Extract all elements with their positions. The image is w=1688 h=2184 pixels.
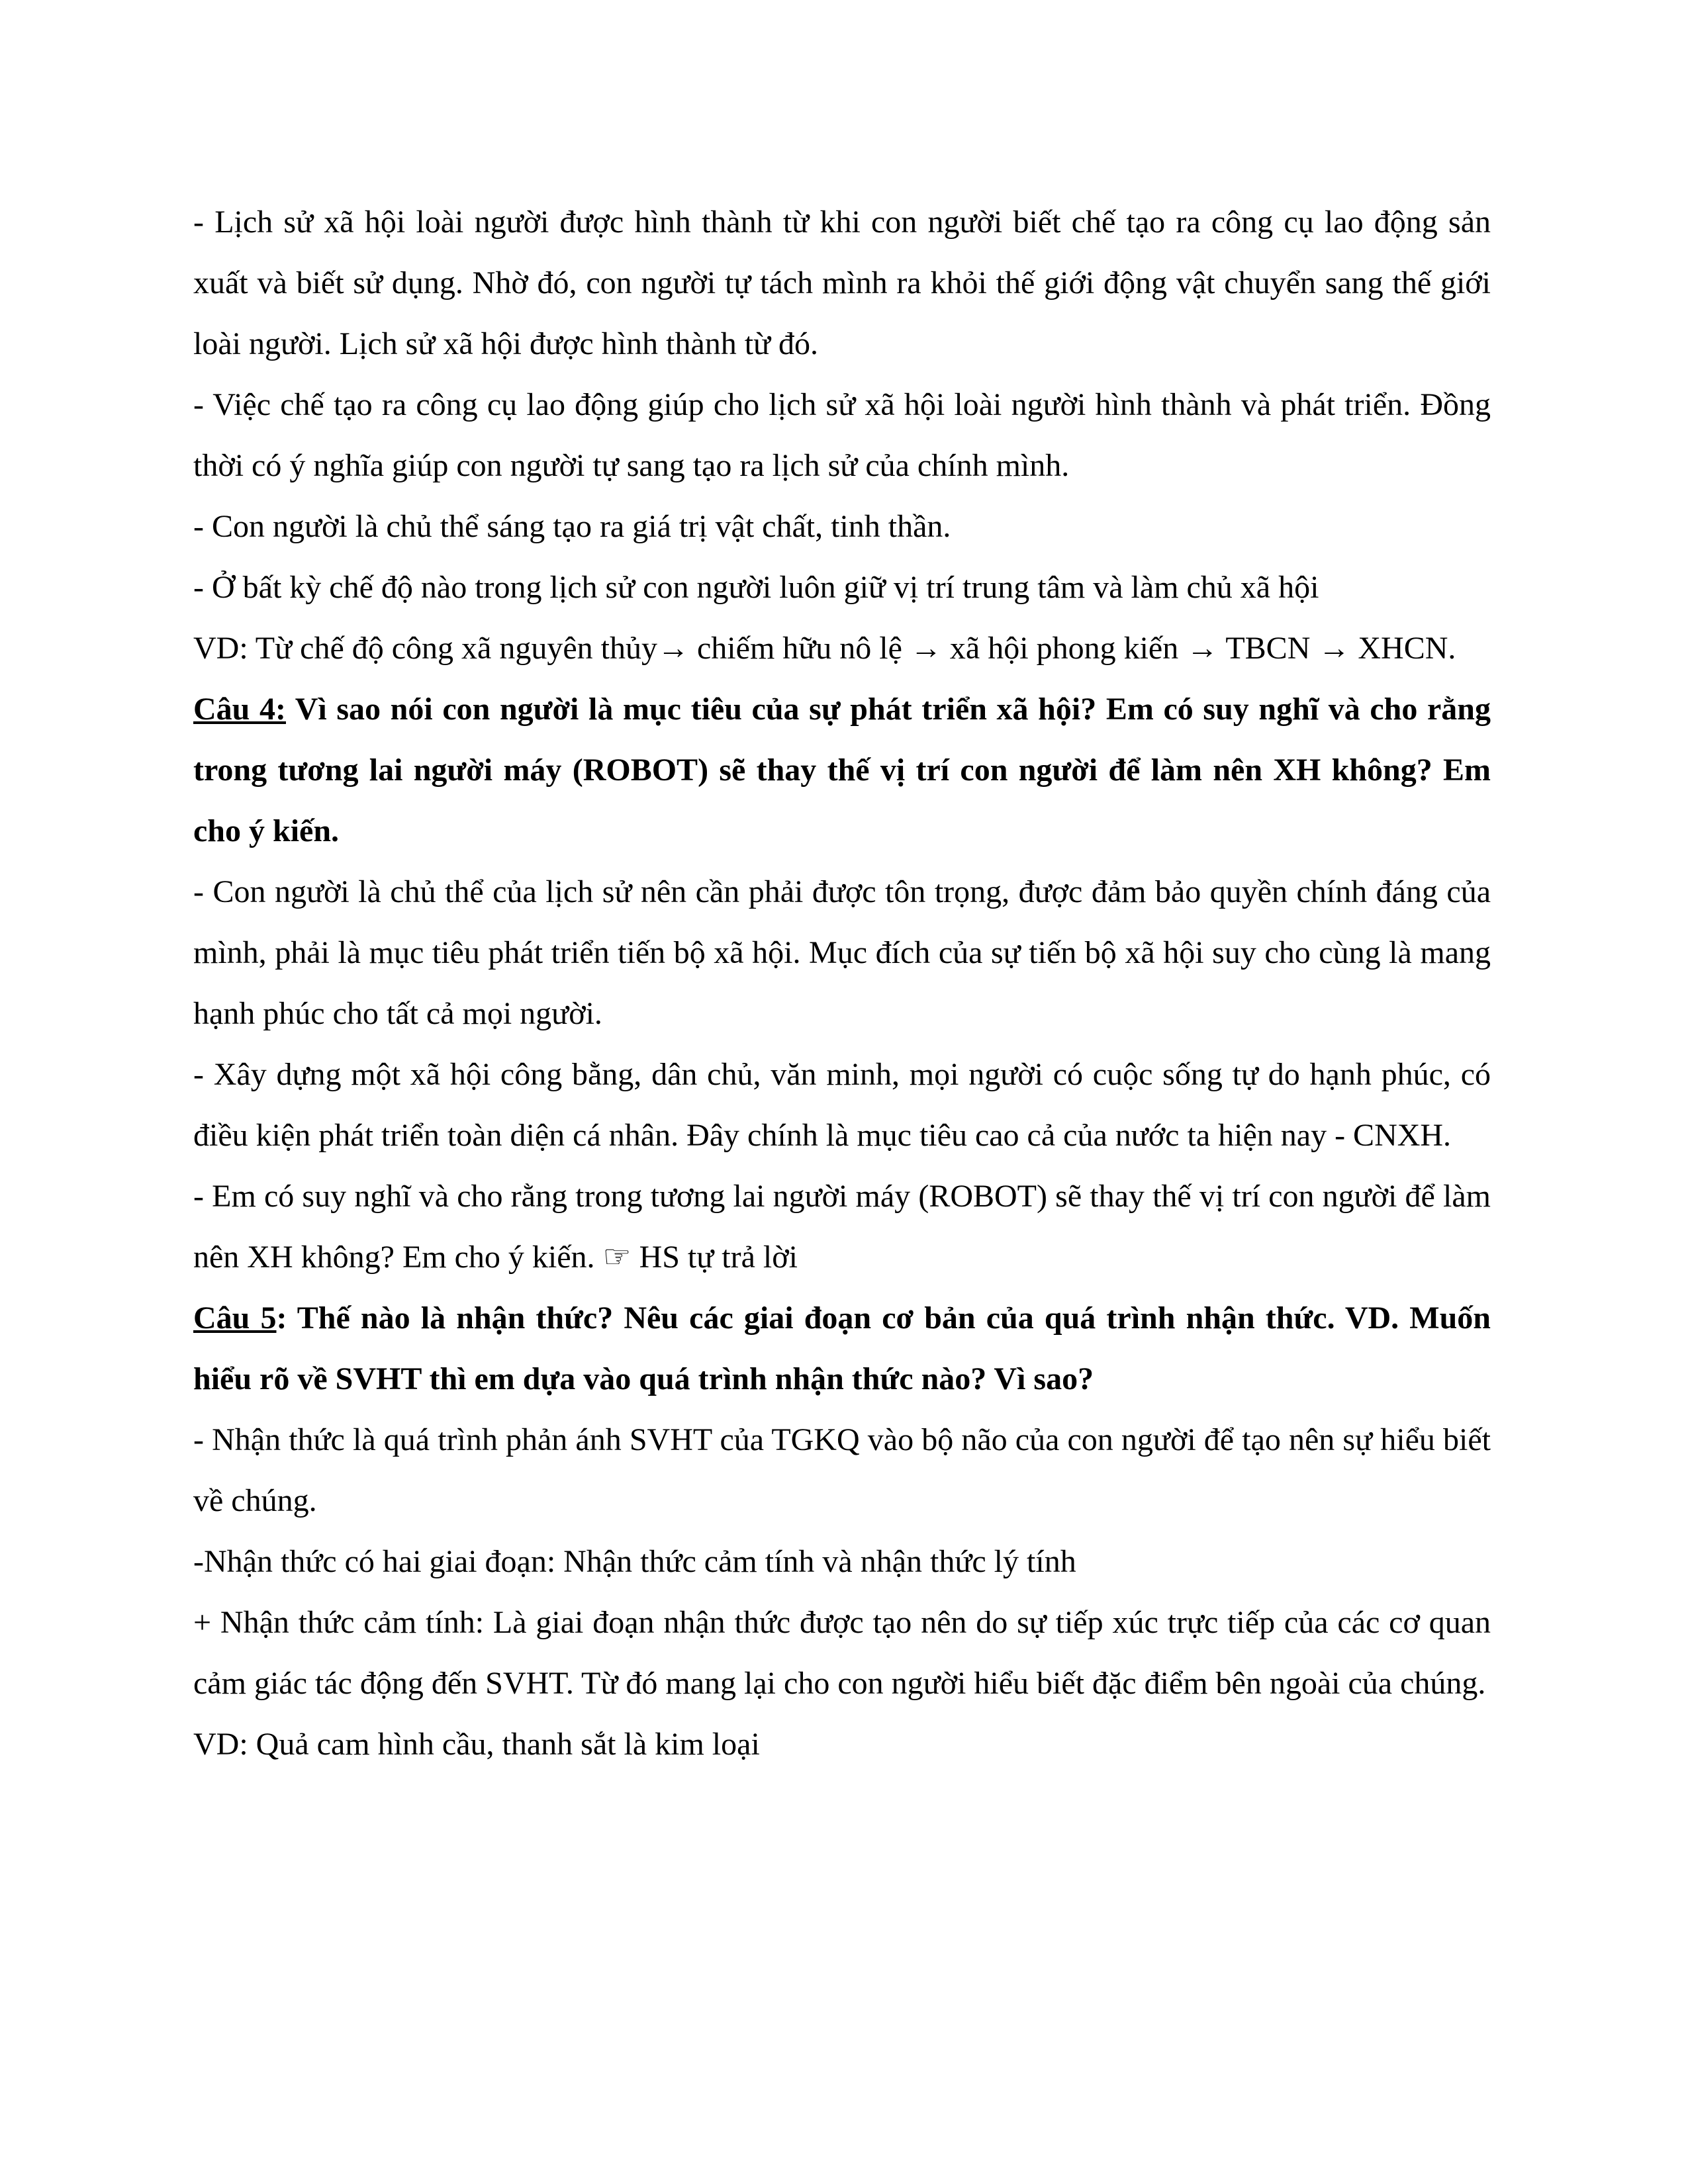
question-5 [193, 1288, 1491, 1410]
paragraph-cognition-stages: -Nhận thức có hai giai đoạn: Nhận thức cảm tính và nhận thức lý tính [193, 1544, 1076, 1579]
paragraph-history-formation: - Lịch sử xã hội loài người được hình thành từ khi con người biết chế tạo ra công cụ lao động sản xuất và biết sử dụng. Nhờ đó, con người tự tách mình ra khỏi thế giới động vật chuyển sang thế giới loài người. Lịch sử xã hội được hình thành từ đó. [193, 205, 1491, 361]
paragraph-robot-opinion: - Em có suy nghĩ và cho rằng trong tương lai người máy (ROBOT) sẽ thay thế vị trí con người để làm nên XH không? Em cho ý kiến. ☞ HS tự trả lời [193, 1179, 1491, 1275]
document-page [193, 192, 1491, 1775]
paragraph-sensory-cognition: + Nhận thức cảm tính: Là giai đoạn nhận thức được tạo nên do sự tiếp xúc trực tiếp của các cơ quan cảm giác tác động đến SVHT. Từ đó mang lại cho con người hiểu biết đặc điểm bên ngoài của chúng. [193, 1605, 1491, 1701]
question-5-text: : Thế nào là nhận thức? Nêu các giai đoạn cơ bản của quá trình nhận thức. VD. Muốn hiểu rõ về SVHT thì em dựa vào quá trình nhận thức nào? Vì sao? [193, 1300, 1491, 1396]
question-5-label: Câu 5 [193, 1300, 277, 1336]
paragraph-fair-society: - Xây dựng một xã hội công bằng, dân chủ, văn minh, mọi người có cuộc sống tự do hạnh phúc, có điều kiện phát triển toàn diện cá nhân. Đây chính là mục tiêu cao cả của nước ta hiện nay - CNXH. [193, 1057, 1491, 1153]
paragraph-central-position: - Ở bất kỳ chế độ nào trong lịch sử con người luôn giữ vị trí trung tâm và làm chủ xã hội [193, 570, 1319, 605]
paragraph-human-respect: - Con người là chủ thể của lịch sử nên cần phải được tôn trọng, được đảm bảo quyền chính đáng của mình, phải là mục tiêu phát triển tiến bộ xã hội. Mục đích của sự tiến bộ xã hội suy cho cùng là mang hạnh phúc cho tất cả mọi người. [193, 874, 1491, 1031]
question-4 [193, 679, 1491, 862]
question-4-label: Câu 4: [193, 692, 286, 727]
question-4-text: Vì sao nói con người là mục tiêu của sự phát triển xã hội? Em có suy nghĩ và cho rằng trong tương lai người máy (ROBOT) sẽ thay thế vị trí con người để làm nên XH không? Em cho ý kiến. [193, 692, 1491, 848]
paragraph-example-orange: VD: Quả cam hình cầu, thanh sắt là kim loại [193, 1727, 760, 1762]
paragraph-creative-subject: - Con người là chủ thể sáng tạo ra giá trị vật chất, tinh thần. [193, 509, 951, 544]
paragraph-tool-making: - Việc chế tạo ra công cụ lao động giúp cho lịch sử xã hội loài người hình thành và phát triển. Đồng thời có ý nghĩa giúp con người tự sang tạo ra lịch sử của chính mình. [193, 387, 1491, 483]
paragraph-cognition-definition: - Nhận thức là quá trình phản ánh SVHT của TGKQ vào bộ não của con người để tạo nên sự hiểu biết về chúng. [193, 1422, 1491, 1518]
paragraph-example-regimes: VD: Từ chế độ công xã nguyên thủy→ chiếm hữu nô lệ → xã hội phong kiến → TBCN → XHCN. [193, 631, 1456, 666]
